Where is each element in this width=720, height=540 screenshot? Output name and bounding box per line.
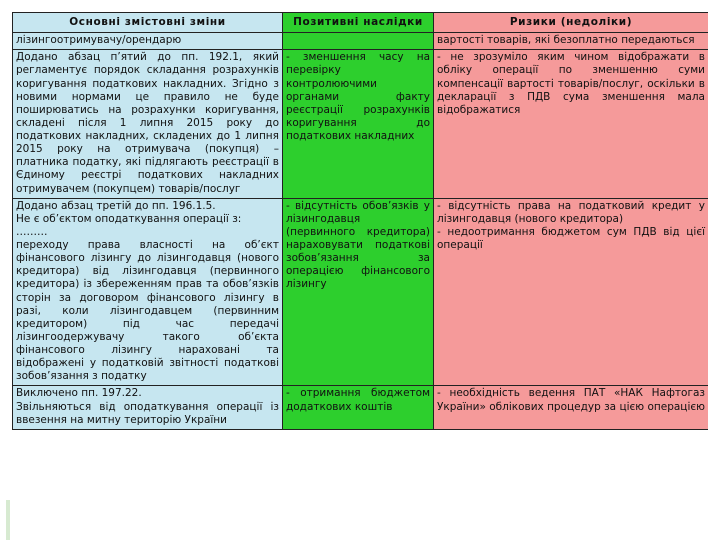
changes-cell-paragraph: Додано абзац п’ятий до пп. 192.1, який регламентує порядок складання розрахунків коригування податкових накладних. Згідно з новими нормами це правило не буде поширюватись на розрахунки коригування, складені після 1 липня 2015 року до податкових накладних, складених до 1 липня 2015 року на отримувача (покупця) – платника податку, які підлягають реєстрації в Єдиному реєстрі податкових накладних отримувачем (покупцем) товарів/послуг (16, 51, 279, 195)
changes-cell-paragraph: Не є об’єктом оподаткування операції з: (16, 212, 242, 225)
risks-cell-paragraph: - необхідність ведення ПАТ «НАК Нафтогаз України» облікових процедур за цією операцією (437, 387, 705, 413)
positive-cell (283, 50, 434, 198)
left-edge-decoration (6, 500, 10, 540)
changes-cell (13, 33, 283, 50)
risks-cell (434, 33, 709, 50)
changes-cell-paragraph: Виключено пп. 197.22. (16, 387, 142, 400)
risks-cell (434, 50, 709, 198)
positive-cell (283, 33, 434, 50)
risks-cell (434, 386, 709, 429)
positive-cell-paragraph: - зменшення часу на перевірку контролюючими органами факту реєстрації розрахунків коригування до податкових накладних (286, 51, 430, 142)
changes-cell (13, 50, 283, 198)
changes-table (12, 12, 708, 430)
risks-cell (434, 198, 709, 386)
changes-cell-paragraph: Додано абзац третій до пп. 196.1.5. (16, 199, 216, 212)
table-body (13, 33, 709, 430)
header-risks: Ризики (недоліки) (434, 13, 709, 33)
changes-cell-paragraph: лізингоотримувачу/орендарю (16, 34, 182, 47)
table-row (13, 386, 709, 429)
header-positive: Позитивні наслідки (283, 13, 434, 33)
positive-cell-paragraph: - відсутність обов’язків у лізингодавця (первинного кредитора) нараховувати податкові зобов’язання за операцією фінансового лізингу (286, 199, 430, 291)
header-changes: Основні змістовні зміни (13, 13, 283, 33)
risks-cell-paragraph: вартості товарів, які безоплатно передаються (437, 34, 695, 47)
positive-cell (283, 386, 434, 429)
risks-cell-paragraph: - недоотримання бюджетом сум ПДВ від цієї операції (437, 225, 705, 251)
document-table-container (12, 12, 708, 540)
table-row (13, 33, 709, 50)
positive-cell-paragraph: - отримання бюджетом додаткових коштів (286, 387, 430, 413)
risks-cell-paragraph: - не зрозуміло яким чином відображати в обліку операції по зменшенню суми компенсації вартості товарів/послуг, оскільки в декларації з ПДВ сума зменшення мала відображатися (437, 51, 705, 116)
positive-cell (283, 198, 434, 386)
changes-cell (13, 198, 283, 386)
table-row (13, 198, 709, 386)
changes-cell-paragraph: переходу права власності на об’єкт фінансового лізингу до лізингодавця (нового кредитора) від лізингодавця (первинного кредитора) із збереженням прав та обов’язків сторін за договором фінансового лізингу в разі, коли лізингодавцем (первинним кредитором) під час передачі лізингоодержувачу такого об’єкта фінансового лізингу нараховані та відображені у податковій звітності податкові зобов’язання з податку (16, 239, 279, 383)
table-header-row (13, 13, 709, 33)
changes-cell-paragraph: ……… (16, 225, 48, 238)
changes-cell-paragraph: Звільняються від оподаткування операції із ввезення на митну територію України (16, 400, 279, 426)
table-row (13, 50, 709, 198)
changes-cell (13, 386, 283, 429)
risks-cell-paragraph: - відсутність права на податковий кредит у лізингодавця (нового кредитора) (437, 199, 705, 225)
